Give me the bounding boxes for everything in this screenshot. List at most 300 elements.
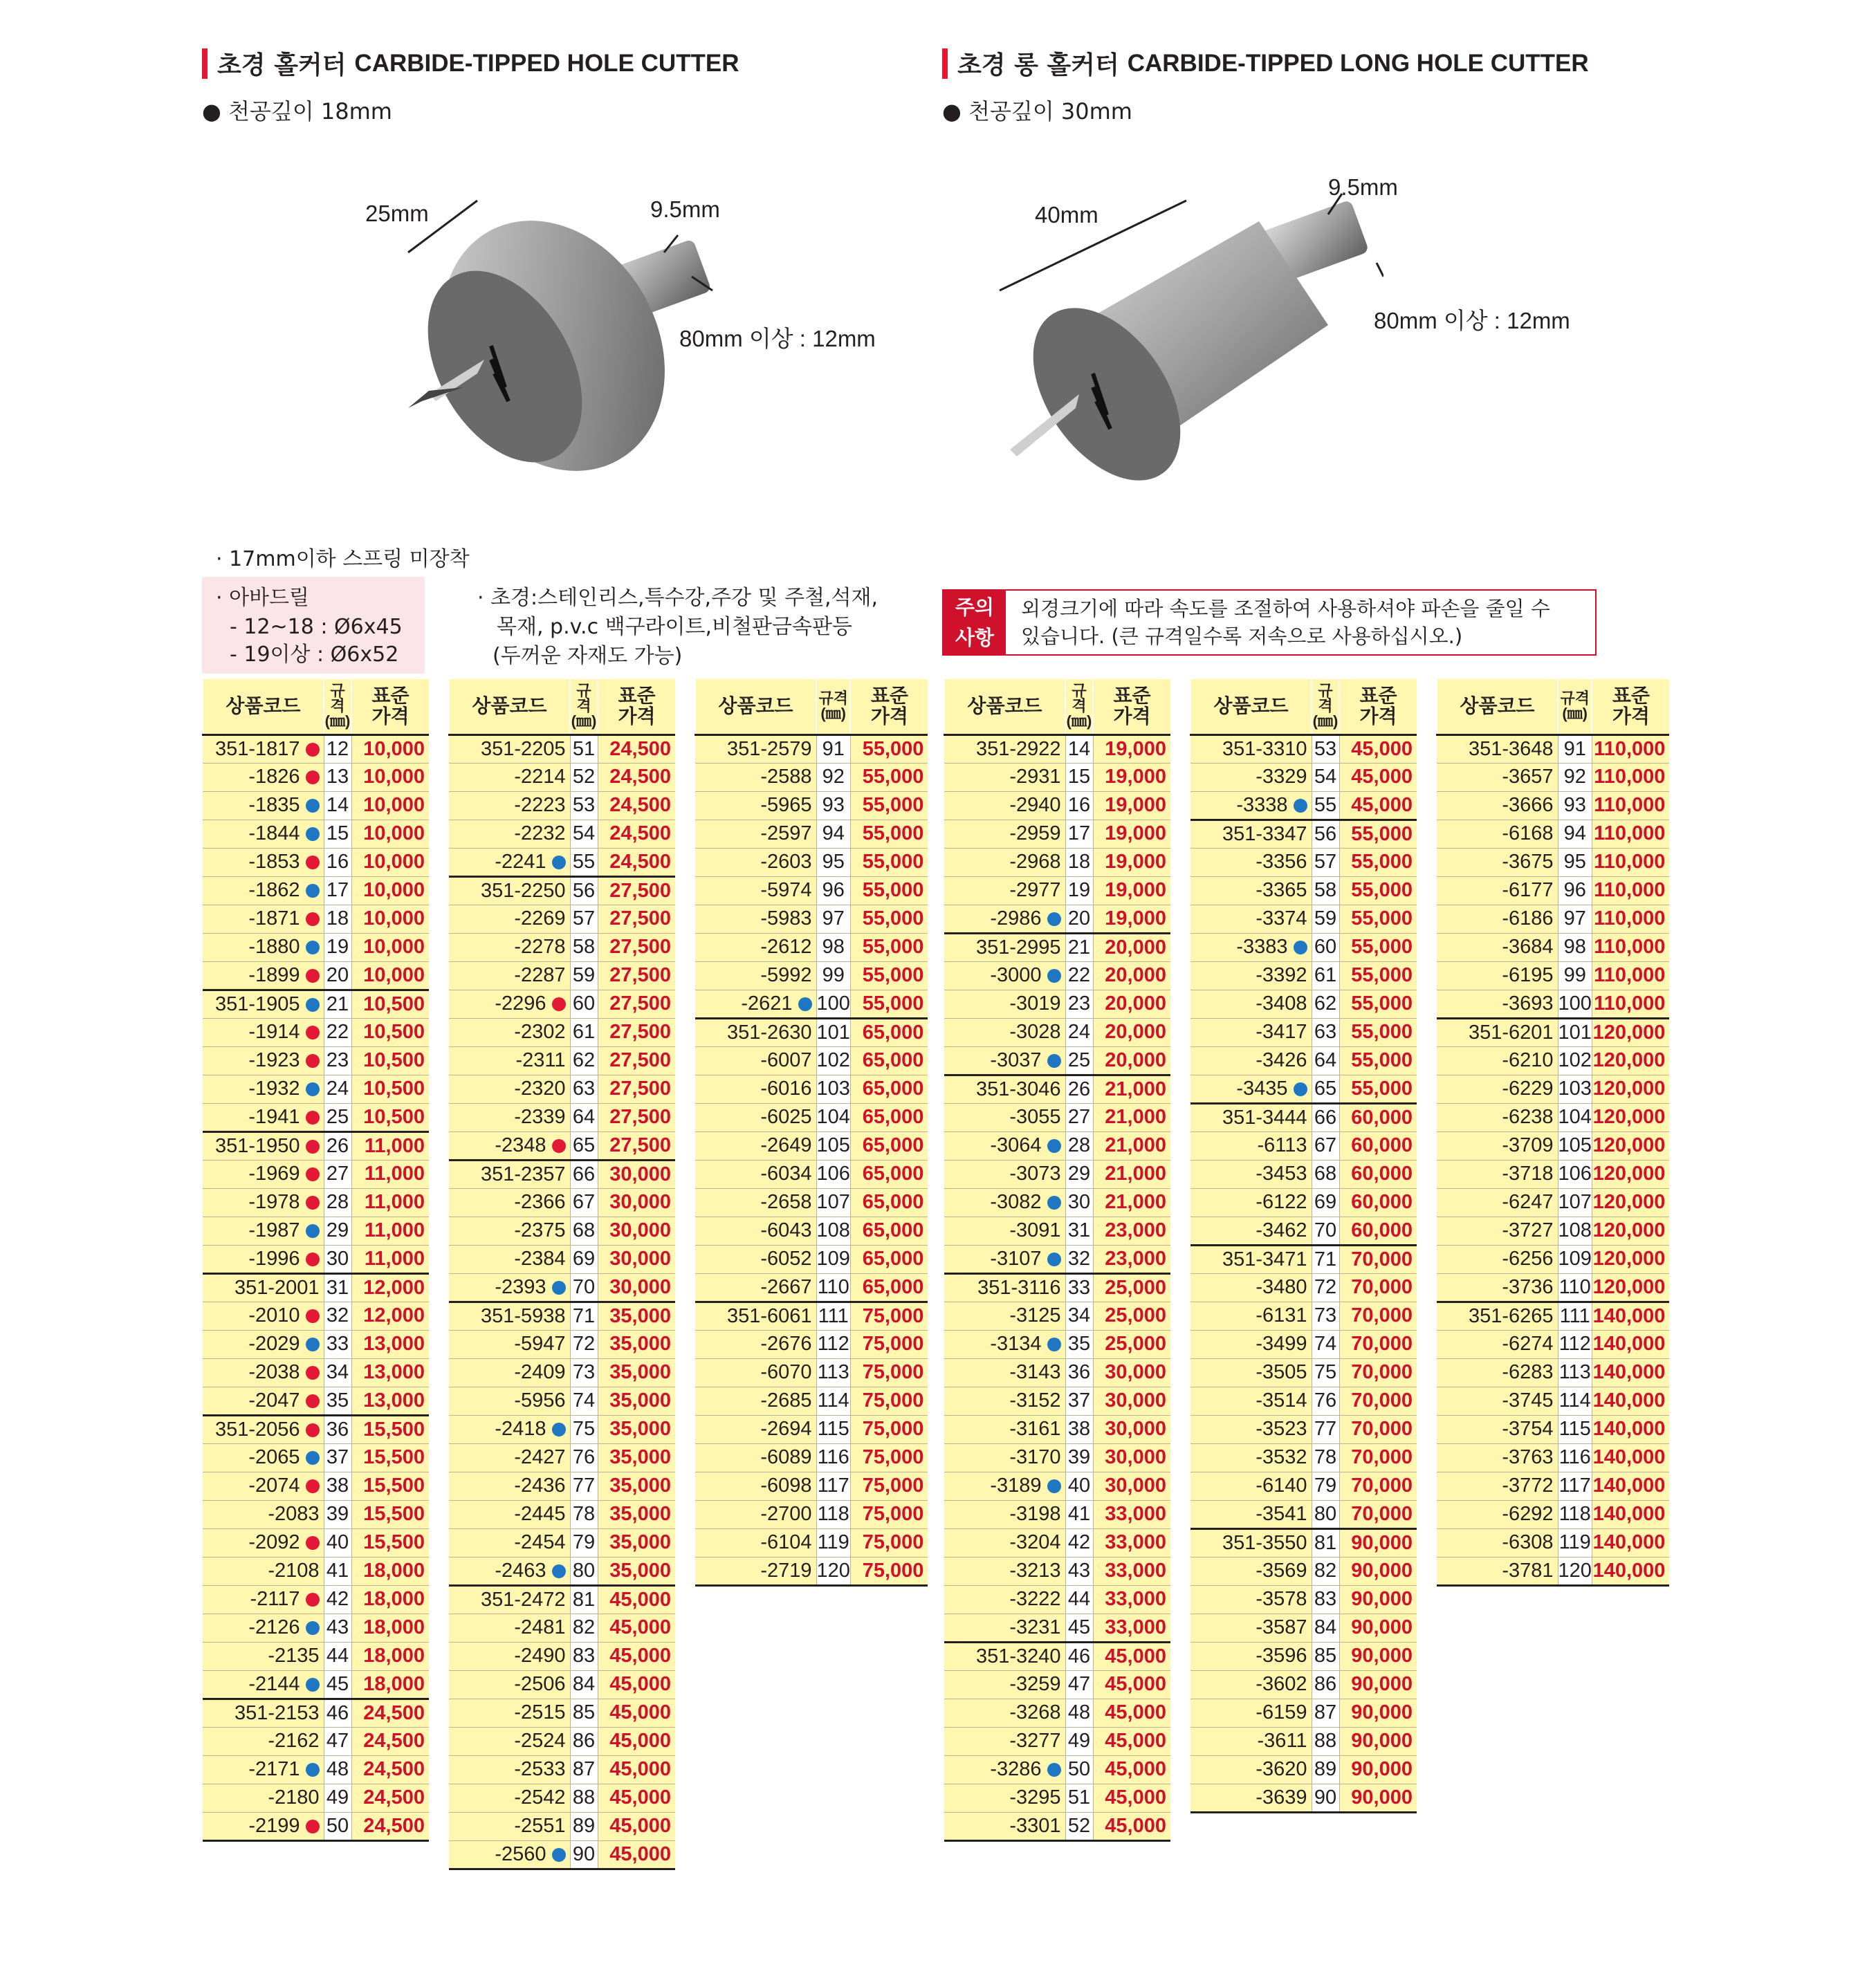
size-mm: 24 [1065, 1018, 1093, 1046]
size-mm: 41 [1065, 1500, 1093, 1528]
product-code: 351-1905 [203, 990, 324, 1018]
product-code: 351-2153 [203, 1699, 324, 1727]
table-row [1437, 1528, 1669, 1557]
size-mm: 30 [324, 1245, 351, 1273]
table-row [944, 791, 1170, 820]
price: 19,000 [1093, 820, 1170, 848]
product-code: -1914 [203, 1018, 324, 1046]
table-row [944, 1188, 1170, 1217]
price: 75,000 [850, 1387, 928, 1415]
product-code: -3143 [944, 1358, 1065, 1387]
table-row [1190, 905, 1417, 933]
red-dot-icon [306, 1309, 320, 1323]
product-code: 351-3550 [1190, 1528, 1312, 1557]
price: 11,000 [351, 1188, 429, 1217]
size-mm: 107 [1558, 1188, 1592, 1217]
price: 24,500 [598, 820, 675, 848]
product-code: -2223 [449, 791, 570, 820]
size-mm: 76 [1312, 1387, 1339, 1415]
price: 33,000 [1093, 1500, 1170, 1528]
price: 140,000 [1592, 1528, 1669, 1557]
table-row [203, 734, 429, 763]
size-mm: 97 [1558, 905, 1592, 933]
product-code: -2074 [203, 1472, 324, 1500]
product-code: -3365 [1190, 876, 1312, 905]
price: 90,000 [1339, 1784, 1417, 1812]
blue-dot-icon [306, 884, 320, 898]
product-code: -6229 [1437, 1075, 1558, 1103]
product-code: 351-2205 [449, 734, 570, 763]
table-row [203, 1245, 429, 1273]
price: 65,000 [850, 1245, 928, 1273]
price: 55,000 [1339, 848, 1417, 876]
table-row [449, 734, 675, 763]
product-code: 351-3046 [944, 1075, 1065, 1103]
table-row [203, 990, 429, 1018]
size-mm: 113 [1558, 1358, 1592, 1387]
table-row [1437, 820, 1669, 848]
size-mm: 42 [324, 1585, 351, 1614]
size-mm: 60 [1312, 933, 1339, 961]
size-mm: 98 [1558, 933, 1592, 961]
price: 60,000 [1339, 1103, 1417, 1131]
size-mm: 54 [1312, 763, 1339, 791]
size-mm: 49 [1065, 1727, 1093, 1755]
price: 19,000 [1093, 848, 1170, 876]
table-row [203, 1018, 429, 1046]
price: 110,000 [1592, 734, 1669, 763]
product-code: -2515 [449, 1699, 570, 1727]
price: 23,000 [1093, 1217, 1170, 1245]
product-code: 351-2630 [695, 1018, 816, 1046]
table-row [1190, 820, 1417, 848]
table-row [1437, 791, 1669, 820]
price: 19,000 [1093, 734, 1170, 763]
table-row [1437, 990, 1669, 1018]
price: 15,500 [351, 1528, 429, 1557]
product-code: -2418 [449, 1415, 570, 1443]
product-code: -2968 [944, 848, 1065, 876]
blue-dot-icon [1047, 1763, 1061, 1777]
product-code: -3189 [944, 1472, 1065, 1500]
product-code: -3356 [1190, 848, 1312, 876]
size-mm: 51 [1065, 1784, 1093, 1812]
product-code: -2199 [203, 1812, 324, 1840]
price: 110,000 [1592, 848, 1669, 876]
product-code: -1862 [203, 876, 324, 905]
product-code: -3277 [944, 1727, 1065, 1755]
price: 35,000 [598, 1443, 675, 1472]
table-row [449, 1302, 675, 1330]
price: 10,000 [351, 848, 429, 876]
size-mm: 18 [1065, 848, 1093, 876]
product-code: -2296 [449, 990, 570, 1018]
price: 120,000 [1592, 1018, 1669, 1046]
header-code: 상품코드 [944, 679, 1065, 734]
product-code: -2320 [449, 1075, 570, 1103]
price: 18,000 [351, 1585, 429, 1614]
size-mm: 14 [324, 791, 351, 820]
table-row [944, 1755, 1170, 1784]
size-mm: 78 [1312, 1443, 1339, 1472]
product-code: -1978 [203, 1188, 324, 1217]
table-row [1437, 1075, 1669, 1103]
blue-dot-icon [1047, 1479, 1061, 1493]
size-mm: 20 [324, 961, 351, 990]
size-mm: 115 [816, 1415, 850, 1443]
product-code: -2311 [449, 1046, 570, 1075]
table-row [1190, 933, 1417, 961]
price: 25,000 [1093, 1302, 1170, 1330]
product-code: -6131 [1190, 1302, 1312, 1330]
blue-dot-icon [1294, 799, 1307, 813]
table-row [944, 1699, 1170, 1727]
price: 45,000 [1093, 1755, 1170, 1784]
size-mm: 81 [1312, 1528, 1339, 1557]
table-row [449, 791, 675, 820]
table-row [203, 1160, 429, 1188]
price: 21,000 [1093, 1188, 1170, 1217]
left-depth-note: ● 천공깊이 18mm [202, 98, 392, 124]
price: 24,500 [598, 734, 675, 763]
table-row [449, 1273, 675, 1302]
price: 70,000 [1339, 1358, 1417, 1387]
price: 65,000 [850, 1273, 928, 1302]
price: 45,000 [598, 1784, 675, 1812]
product-code: -2667 [695, 1273, 816, 1302]
product-code: -2463 [449, 1557, 570, 1585]
product-code: 351-2001 [203, 1273, 324, 1302]
header-size: 규격 (㎜) [816, 679, 850, 734]
table-row [449, 763, 675, 791]
size-mm: 111 [816, 1302, 850, 1330]
product-code: -2621 [695, 990, 816, 1018]
size-mm: 26 [1065, 1075, 1093, 1103]
size-mm: 100 [1558, 990, 1592, 1018]
price: 60,000 [1339, 1188, 1417, 1217]
product-code: -2065 [203, 1443, 324, 1472]
price: 140,000 [1592, 1500, 1669, 1528]
price: 15,500 [351, 1500, 429, 1528]
table-row [449, 1812, 675, 1840]
blue-dot-icon [1047, 1196, 1061, 1210]
header-code: 상품코드 [203, 679, 324, 734]
table-row [1190, 1273, 1417, 1302]
table-row [449, 1642, 675, 1670]
table-row [1437, 905, 1669, 933]
price: 10,000 [351, 961, 429, 990]
product-code: -6043 [695, 1217, 816, 1245]
price: 18,000 [351, 1557, 429, 1585]
table-row [203, 1812, 429, 1840]
blue-dot-icon [552, 1848, 566, 1862]
accent-bar [202, 48, 208, 79]
price: 30,000 [1093, 1443, 1170, 1472]
product-code: 351-3347 [1190, 820, 1312, 848]
price: 33,000 [1093, 1585, 1170, 1614]
price: 21,000 [1093, 1131, 1170, 1160]
table-row [944, 1727, 1170, 1755]
price: 13,000 [351, 1330, 429, 1358]
price: 19,000 [1093, 763, 1170, 791]
table-row [1437, 1387, 1669, 1415]
table-row [449, 1358, 675, 1387]
table-row [695, 905, 928, 933]
price: 70,000 [1339, 1245, 1417, 1273]
size-mm: 99 [1558, 961, 1592, 990]
size-mm: 119 [816, 1528, 850, 1557]
product-code: -3286 [944, 1755, 1065, 1784]
product-code: -3620 [1190, 1755, 1312, 1784]
table-row [203, 791, 429, 820]
size-mm: 75 [570, 1415, 598, 1443]
price: 75,000 [850, 1557, 928, 1585]
size-mm: 109 [816, 1245, 850, 1273]
table-row [944, 1443, 1170, 1472]
size-mm: 30 [1065, 1188, 1093, 1217]
size-mm: 89 [1312, 1755, 1339, 1784]
product-code: -3091 [944, 1217, 1065, 1245]
price: 35,000 [598, 1358, 675, 1387]
size-mm: 110 [816, 1273, 850, 1302]
product-code: 351-6265 [1437, 1302, 1558, 1330]
size-mm: 19 [1065, 876, 1093, 905]
product-code: -6104 [695, 1528, 816, 1557]
red-dot-icon [306, 1054, 320, 1068]
arbor-spec-1: - 12~18 : Ø6x45 [230, 615, 403, 639]
price: 60,000 [1339, 1131, 1417, 1160]
price: 25,000 [1093, 1330, 1170, 1358]
price: 45,000 [1339, 791, 1417, 820]
size-mm: 78 [570, 1500, 598, 1528]
price: 13,000 [351, 1387, 429, 1415]
product-code: -6186 [1437, 905, 1558, 933]
price: 120,000 [1592, 1046, 1669, 1075]
table-row [695, 734, 928, 763]
header-price: 표준 가격 [1592, 679, 1669, 734]
price: 120,000 [1592, 1131, 1669, 1160]
product-code: -2287 [449, 961, 570, 990]
size-mm: 68 [1312, 1160, 1339, 1188]
product-code: -3763 [1437, 1443, 1558, 1472]
price: 18,000 [351, 1614, 429, 1642]
price: 35,000 [598, 1557, 675, 1585]
size-mm: 64 [1312, 1046, 1339, 1075]
size-mm: 101 [1558, 1018, 1592, 1046]
table-row [944, 1585, 1170, 1614]
table-row [1190, 1727, 1417, 1755]
blue-dot-icon [1294, 941, 1307, 954]
price: 110,000 [1592, 990, 1669, 1018]
size-mm: 99 [816, 961, 850, 990]
size-mm: 70 [570, 1273, 598, 1302]
table-row [944, 1557, 1170, 1585]
price: 27,500 [598, 961, 675, 990]
price: 55,000 [1339, 905, 1417, 933]
price: 10,000 [351, 791, 429, 820]
price: 140,000 [1592, 1330, 1669, 1358]
price: 45,000 [1093, 1727, 1170, 1755]
blue-dot-icon [306, 1082, 320, 1096]
price: 35,000 [598, 1500, 675, 1528]
blue-dot-icon [552, 1281, 566, 1295]
table-row [449, 1188, 675, 1217]
price-table-2 [448, 679, 675, 1870]
size-mm: 37 [1065, 1387, 1093, 1415]
size-mm: 63 [570, 1075, 598, 1103]
size-mm: 32 [1065, 1245, 1093, 1273]
size-mm: 61 [1312, 961, 1339, 990]
spring-note: · 17mm이하 스프링 미장착 [216, 547, 470, 571]
product-code: -1996 [203, 1245, 324, 1273]
size-mm: 14 [1065, 734, 1093, 763]
table-row [449, 1103, 675, 1131]
red-dot-icon [306, 1366, 320, 1380]
price: 70,000 [1339, 1472, 1417, 1500]
price: 110,000 [1592, 820, 1669, 848]
size-mm: 60 [570, 990, 598, 1018]
price: 65,000 [850, 1046, 928, 1075]
table-row [1437, 1472, 1669, 1500]
table-row [449, 1585, 675, 1614]
size-mm: 44 [324, 1642, 351, 1670]
product-code: -3152 [944, 1387, 1065, 1415]
table-row [695, 961, 928, 990]
size-mm: 67 [570, 1188, 598, 1217]
size-mm: 96 [1558, 876, 1592, 905]
table-row [203, 763, 429, 791]
material-note-1: · 초경:스테인리스,특수강,주강 및 주철,석재, [477, 586, 879, 610]
red-dot-icon [306, 743, 320, 757]
price: 35,000 [598, 1415, 675, 1443]
size-mm: 69 [570, 1245, 598, 1273]
price: 120,000 [1592, 1188, 1669, 1217]
size-mm: 108 [1558, 1217, 1592, 1245]
table-row [1437, 1160, 1669, 1188]
size-mm: 79 [1312, 1472, 1339, 1500]
price: 45,000 [1093, 1812, 1170, 1840]
header-size: 규격 (㎜) [570, 679, 598, 734]
product-code: -2986 [944, 905, 1065, 933]
size-mm: 62 [1312, 990, 1339, 1018]
table-row [449, 1245, 675, 1273]
price: 120,000 [1592, 1075, 1669, 1103]
product-code: -6195 [1437, 961, 1558, 990]
size-mm: 45 [324, 1670, 351, 1699]
size-mm: 26 [324, 1131, 351, 1160]
size-mm: 106 [1558, 1160, 1592, 1188]
size-mm: 70 [1312, 1217, 1339, 1245]
table-row [1190, 1699, 1417, 1727]
product-code: -3295 [944, 1784, 1065, 1812]
size-mm: 16 [1065, 791, 1093, 820]
product-code: -1835 [203, 791, 324, 820]
product-code: -3107 [944, 1245, 1065, 1273]
product-code: -6140 [1190, 1472, 1312, 1500]
price: 15,500 [351, 1415, 429, 1443]
product-code: -3374 [1190, 905, 1312, 933]
size-mm: 117 [1558, 1472, 1592, 1500]
product-code: -3727 [1437, 1217, 1558, 1245]
product-code: -2241 [449, 848, 570, 876]
price: 55,000 [1339, 1075, 1417, 1103]
product-code: -6168 [1437, 820, 1558, 848]
price: 120,000 [1592, 1273, 1669, 1302]
price: 18,000 [351, 1642, 429, 1670]
table-row [1190, 791, 1417, 820]
table-row [1190, 1302, 1417, 1330]
table-row [203, 820, 429, 848]
product-code: 351-2472 [449, 1585, 570, 1614]
price: 110,000 [1592, 961, 1669, 990]
product-code: -2409 [449, 1358, 570, 1387]
size-mm: 36 [324, 1415, 351, 1443]
product-code: -3204 [944, 1528, 1065, 1557]
table-row [944, 820, 1170, 848]
size-mm: 12 [324, 734, 351, 763]
table-row [944, 1046, 1170, 1075]
product-code: -2612 [695, 933, 816, 961]
table-row [449, 1075, 675, 1103]
product-code: -6159 [1190, 1699, 1312, 1727]
size-mm: 28 [1065, 1131, 1093, 1160]
price: 15,500 [351, 1472, 429, 1500]
price: 110,000 [1592, 876, 1669, 905]
blue-dot-icon [306, 1338, 320, 1351]
red-dot-icon [552, 1139, 566, 1153]
table-row [203, 1528, 429, 1557]
table-row [944, 734, 1170, 763]
table-row [1437, 1018, 1669, 1046]
size-mm: 43 [324, 1614, 351, 1642]
header-size: 규격 (㎜) [1558, 679, 1592, 734]
blue-dot-icon [1047, 912, 1061, 926]
size-mm: 53 [570, 791, 598, 820]
price: 60,000 [1339, 1217, 1417, 1245]
price: 65,000 [850, 1160, 928, 1188]
size-mm: 58 [1312, 876, 1339, 905]
table-row [695, 1415, 928, 1443]
table-row [944, 933, 1170, 961]
product-code: -2269 [449, 905, 570, 933]
table-row [1437, 1302, 1669, 1330]
price: 90,000 [1339, 1727, 1417, 1755]
product-code: -3578 [1190, 1585, 1312, 1614]
product-code: -6070 [695, 1358, 816, 1387]
table-row [944, 1472, 1170, 1500]
size-mm: 29 [1065, 1160, 1093, 1188]
product-code: -2135 [203, 1642, 324, 1670]
size-mm: 96 [816, 876, 850, 905]
product-code: -2597 [695, 820, 816, 848]
table-row [695, 1103, 928, 1131]
size-mm: 43 [1065, 1557, 1093, 1585]
dim-shank-large: 80mm 이상 : 12mm [1374, 308, 1570, 333]
size-mm: 18 [324, 905, 351, 933]
product-code: -3736 [1437, 1273, 1558, 1302]
price: 55,000 [850, 791, 928, 820]
size-mm: 29 [324, 1217, 351, 1245]
table-row [203, 1217, 429, 1245]
price: 75,000 [850, 1415, 928, 1443]
size-mm: 13 [324, 763, 351, 791]
product-code: -2719 [695, 1557, 816, 1585]
price: 30,000 [598, 1160, 675, 1188]
table-row [203, 1046, 429, 1075]
product-code: -3426 [1190, 1046, 1312, 1075]
size-mm: 39 [1065, 1443, 1093, 1472]
product-code: -3453 [1190, 1160, 1312, 1188]
